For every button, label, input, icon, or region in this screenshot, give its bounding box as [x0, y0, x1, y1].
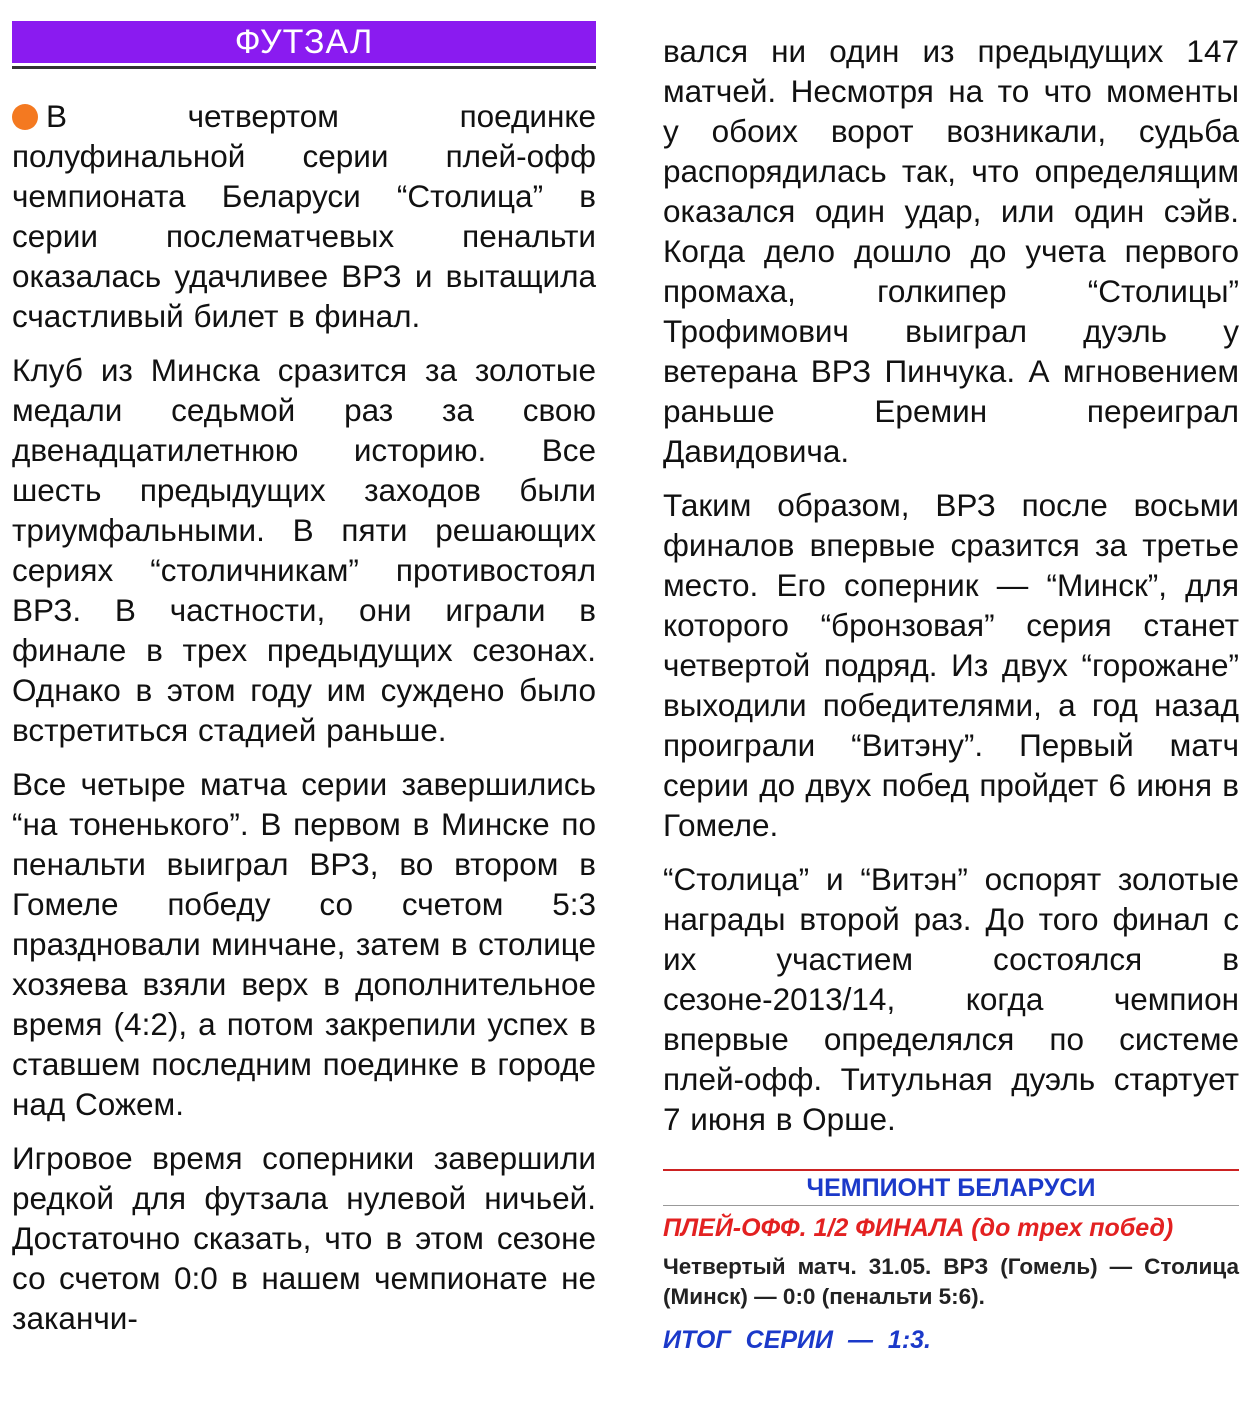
article-paragraph: “Столица” и “Витэн” оспорят золотые награды второй раз. До того финал с их участием состоялся в сезоне-2013/14, когда чемпион впервые определялся по системе плей-офф. Титульная дуэль стартует 7 июня в Орше.: [663, 861, 1239, 1137]
results-title: ЧЕМПИОНТ БЕЛАРУСИ: [806, 1174, 1096, 1202]
article-paragraph-lead: [12, 96, 596, 336]
lead-text: В четвертом поединке полуфинальной серии плей-офф чемпионата Беларуси “Столица” в серии послематчевых пенальти оказалась удачливее ВРЗ и вытащила счастливый билет в финал.: [12, 98, 596, 334]
results-box: [663, 1169, 1239, 1358]
section-title: ФУТЗАЛ: [234, 23, 374, 61]
left-column: [12, 0, 596, 1338]
section-header: [12, 21, 596, 63]
orange-dot-icon: [12, 104, 38, 130]
article-paragraph: Клуб из Минска сразится за золотые медали седьмой раз за свою двенадцатилетнюю историю. Все шесть предыдущих заходов были триумфальными. В пяти решающих сериях “столичникам” противостоял ВРЗ. В частности, они играли в финале в трех предыдущих сезонах. Однако в этом году им суждено было встретиться стадией раньше.: [12, 352, 596, 748]
right-column: [663, 0, 1239, 1358]
series-total: ИТОГ СЕРИИ — 1:3.: [663, 1326, 931, 1354]
results-divider: [663, 1205, 1239, 1206]
match-result: Четвертый матч. 31.05. ВРЗ (Гомель) — Столица (Минск) — 0:0 (пенальти 5:6).: [663, 1254, 1239, 1309]
article-paragraph: Таким образом, ВРЗ после восьми финалов впервые сразится за третье место. Его соперник — “Минск”, для которого “бронзовая” серия станет четвертой подряд. Из двух “горожане” выходили победителями, а год назад проиграли “Витэну”. Первый матч серии до двух побед пройдет 6 июня в Гомеле.: [663, 487, 1239, 843]
article-paragraph: Игровое время соперники завершили редкой для футзала нулевой ничьей. Достаточно сказать, что в этом сезоне со счетом 0:0 в нашем чемпионате не заканчи-: [12, 1140, 596, 1336]
article-paragraph: Все четыре матча серии завершились “на тоненького”. В первом в Минске по пенальти выиграл ВРЗ, во втором в Гомеле победу со счетом 5:3 праздновали минчане, затем в столице хозяева взяли верх в дополнительное время (4:2), а потом закрепили успех в ставшем последним поединке в городе над Сожем.: [12, 766, 596, 1122]
results-stage: ПЛЕЙ-ОФФ. 1/2 ФИНАЛА (до трех побед): [663, 1214, 1174, 1242]
article-paragraph: вался ни один из предыдущих 147 матчей. Несмотря на то что моменты у обоих ворот возникали, судьба распорядилась так, что определящим оказался один удар, или один сэйв. Когда дело дошло до учета первого промаха, голкипер “Столицы” Трофимович выиграл дуэль у ветерана ВРЗ Пинчука. А мгновением раньше Еремин переиграл Давидовича.: [663, 33, 1239, 469]
